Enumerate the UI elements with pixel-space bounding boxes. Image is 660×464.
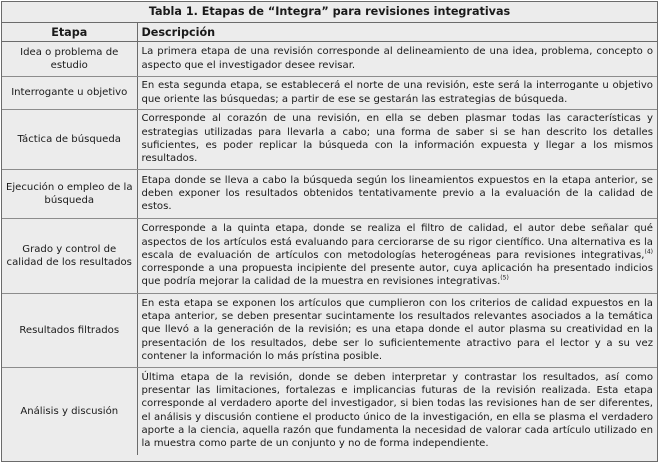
stage-description: Etapa donde se lleva a cabo la búsqueda según los lineamientos expuestos en la etapa anterior, se deben exponer los resultados obtenidos tentativamente previo a la evaluación de la calidad de estos. — [137, 170, 657, 219]
column-header-descripcion: Descripción — [137, 23, 657, 42]
stage-name: Grado y control de calidad de los resultados — [2, 219, 137, 294]
stages-table — [2, 23, 657, 455]
stage-description-part-2: corresponde a una propuesta incipiente del presente autor, cuya aplicación ha presentado indicios que podría mejorar la calidad de la muestra en revisiones integrativas. — [141, 263, 653, 288]
stage-description: En esta segunda etapa, se establecerá el norte de una revisión, este será la interrogante u objetivo que oriente las búsquedas; a partir de ese se gestarán las estrategias de búsqueda. — [137, 77, 657, 110]
stage-name: Análisis y discusión — [2, 368, 137, 455]
stage-name: Táctica de búsqueda — [2, 110, 137, 170]
table-row — [2, 170, 657, 219]
stage-name: Resultados filtrados — [2, 294, 137, 368]
table-container — [1, 1, 658, 462]
table-row — [2, 42, 657, 77]
table-row — [2, 294, 657, 368]
table-row — [2, 219, 657, 294]
reference-marker: (4) — [644, 248, 653, 256]
stage-description: Corresponde al corazón de una revisión, en ella se deben plasmar todas las características y estrategias utilizadas para llevarla a cabo; una forma de saber si se han descrito los detalles suficientes, es poder replicar la búsqueda con la información expuesta y llegar a los mismos resultados. — [137, 110, 657, 170]
stage-name: Ejecución o empleo de la búsqueda — [2, 170, 137, 219]
table-caption: Tabla 1. Etapas de “Integra” para revisiones integrativas — [2, 2, 657, 23]
stage-description: La primera etapa de una revisión corresponde al delineamiento de una idea, problema, concepto o aspecto que el investigador desee revisar. — [137, 42, 657, 77]
stage-description-part-1: Corresponde a la quinta etapa, donde se realiza el filtro de calidad, el autor debe señalar qué aspectos de los artículos está evaluando para cerciorarse de su rigor científico. Una alternativa es la escala de evaluación de artículos con metodologías heterogéneas para revisiones integrativas, — [141, 223, 653, 261]
stage-description: Última etapa de la revisión, donde se deben interpretar y contrastar los resultados, así como presentar las limitaciones, fortalezas e implicancias futuras de la revisión realizada. Esta etapa corresponde al verdadero aporte del investigador, si bien todas las revisiones han de ser diferentes, el análisis y discusión contiene el producto único de la investigación, en ella se plasma el verdadero aporte a la ciencia, aquella razón que fundamenta la necesidad de valorar cada artículo utilizado en la muestra como parte de un conjunto y no de forma independiente. — [141, 371, 653, 450]
stage-name: Idea o problema de estudio — [2, 42, 137, 77]
table-row — [2, 110, 657, 170]
reference-marker: (5) — [500, 275, 509, 283]
stage-description: En esta etapa se exponen los artículos que cumplieron con los criterios de calidad expuestos en la etapa anterior, se deben presentar sucintamente los resultados relevantes asociados a la temática que llevó a la generación de la revisión; es una etapa donde el autor plasma su creatividad en la presentación de los resultados, debe ser lo suficientemente atractivo para el lector y a su vez contener la información lo más prístina posible. — [137, 294, 657, 368]
table-row — [2, 368, 657, 455]
stage-name: Interrogante u objetivo — [2, 77, 137, 110]
stage-description — [137, 219, 657, 294]
table-header-row — [2, 23, 657, 42]
column-header-etapa: Etapa — [2, 23, 137, 42]
table-row — [2, 77, 657, 110]
